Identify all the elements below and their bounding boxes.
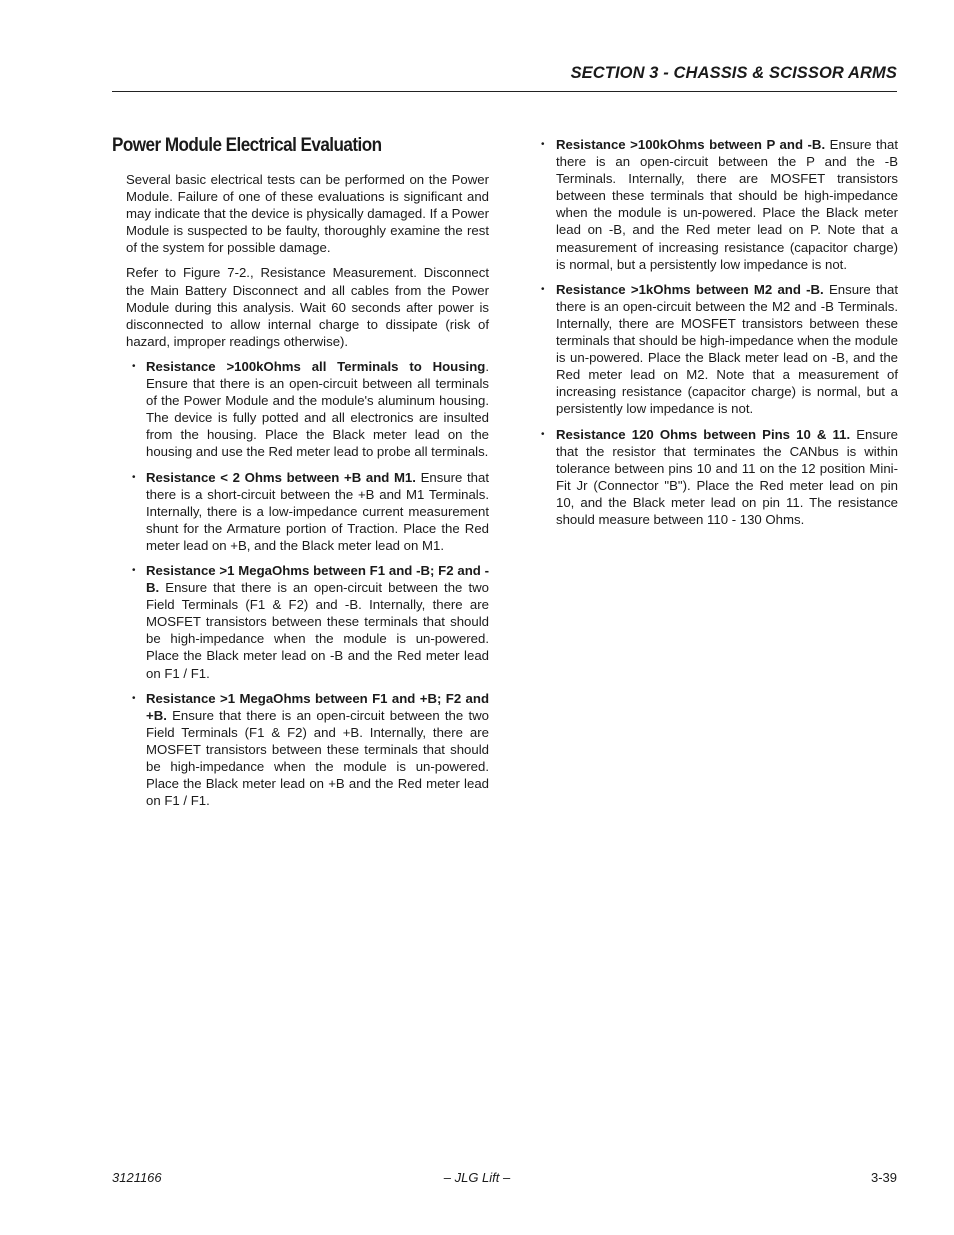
bullet-text: Ensure that there is an open-circuit between the M2 and -B Terminals. Internally, there are MOSFET transistors between these terminals that should be high-impedance when the module is un-powered. Place the Black meter lead on -B, and the Red meter lead on M2. Note that a measurement of increasing resistance (capacitor charge) is normal, but a persistently low impedance is not. — [556, 281, 899, 417]
bullet-item — [112, 562, 489, 682]
section-header-title: SECTION 3 - CHASSIS & SCISSOR ARMS — [570, 64, 897, 82]
bullet-item — [112, 690, 489, 810]
instructions-paragraph: Refer to Figure 7-2., Resistance Measurement. Disconnect the Main Battery Disconnect and all cables from the Power Module during this analysis. Wait 60 seconds after power is disconnected to allow internal charge to dissipate (risk of hazard, improper readings otherwise). — [126, 265, 489, 349]
bullet-title: Resistance 120 Ohms between Pins 10 & 11. — [556, 426, 851, 442]
header-divider — [112, 91, 897, 92]
bullet-title: Resistance >1 MegaOhms between F1 and -B; F2 and -B. — [146, 562, 489, 596]
bullet-dot-icon: • — [132, 692, 136, 704]
bullet-title: Resistance >100kOhms between P and -B. — [556, 137, 826, 152]
bullet-dot-icon: • — [541, 428, 545, 440]
bullet-title: Resistance >100kOhms all Terminals to Housing — [146, 358, 486, 374]
bullet-dot-icon: • — [132, 360, 136, 372]
bullet-item — [539, 136, 898, 273]
right-column — [539, 136, 898, 536]
bullet-title: Resistance >1 MegaOhms between F1 and +B; F2 and +B. — [146, 690, 489, 723]
bullet-dot-icon: • — [132, 564, 136, 576]
bullet-item — [539, 281, 898, 418]
bullet-title: Resistance >1kOhms between M2 and -B. — [556, 281, 824, 297]
bullet-text: Ensure that the resistor that terminates the CANbus is within tolerance between pins 10 and 11 on the 12 position Mini-Fit Jr (Connector "B"). Place the Red meter lead on pin 10, and the Black meter lead on pin 11. The resistance should measure between 110 - 130 Ohms. — [556, 426, 898, 527]
bullet-dot-icon: • — [541, 283, 545, 295]
section-heading: Power Module Electrical Evaluation — [112, 135, 382, 156]
bullet-text: . Ensure that there is an open-circuit between all terminals of the Power Module and the module's aluminum housing. The device is fully potted and all electronics are insulted from the housing. Place the Black meter lead on the housing and use the Red meter lead to probe all terminals. — [146, 358, 489, 460]
bullet-dot-icon: • — [541, 139, 545, 150]
bullet-dot-icon: • — [132, 471, 136, 483]
bullet-item — [112, 358, 489, 461]
footer-center-text: – JLG Lift – — [443, 1170, 511, 1185]
bullet-text: Ensure that there is an open-circuit between the two Field Terminals (F1 & F2) and +B. Internally, there are MOSFET transistors between these terminals that should be high-impedance when the module is un-powered. Place the Black meter lead on +B and the Red meter lead on F1 / F1. — [146, 707, 489, 809]
footer-doc-number: 3121166 — [112, 1170, 162, 1185]
footer-page-number: 3-39 — [870, 1170, 897, 1185]
bullet-text: Ensure that there is an open-circuit between the two Field Terminals (F1 & F2) and -B. Internally, there are MOSFET transistors between these terminals that should be high-impedance when the module is un-powered. Place the Black meter lead on -B and the Red meter lead on F1 / F1. — [146, 580, 489, 681]
bullet-title: Resistance < 2 Ohms between +B and M1. — [146, 469, 416, 485]
bullet-item — [112, 469, 489, 554]
bullet-item — [539, 426, 898, 529]
left-column — [112, 135, 489, 817]
intro-paragraph: Several basic electrical tests can be performed on the Power Module. Failure of one of these evaluations is significant and may indicate that the device is physically damaged. If a Power Module is suspected to be faulty, thoroughly examine the rest of the system for possible damage. — [126, 172, 489, 256]
bullet-text: Ensure that there is an open-circuit between the P and the -B Terminals. Internally, there are MOSFET transistors between these terminals that should be high-impedance when the module is un-powered. Place the Black meter lead on -B, and the Red meter lead on P. Note that a measurement of increasing resistance (capacitor charge) is normal, but a persistently low impedance is not. — [556, 137, 898, 272]
bullet-text: Ensure that there is a short-circuit between the +B and M1 Terminals. Internally, there is a low-impedance current measurement shunt for the Armature portion of Traction. Place the Red meter lead on +B, and the Black meter lead on M1. — [146, 469, 489, 553]
